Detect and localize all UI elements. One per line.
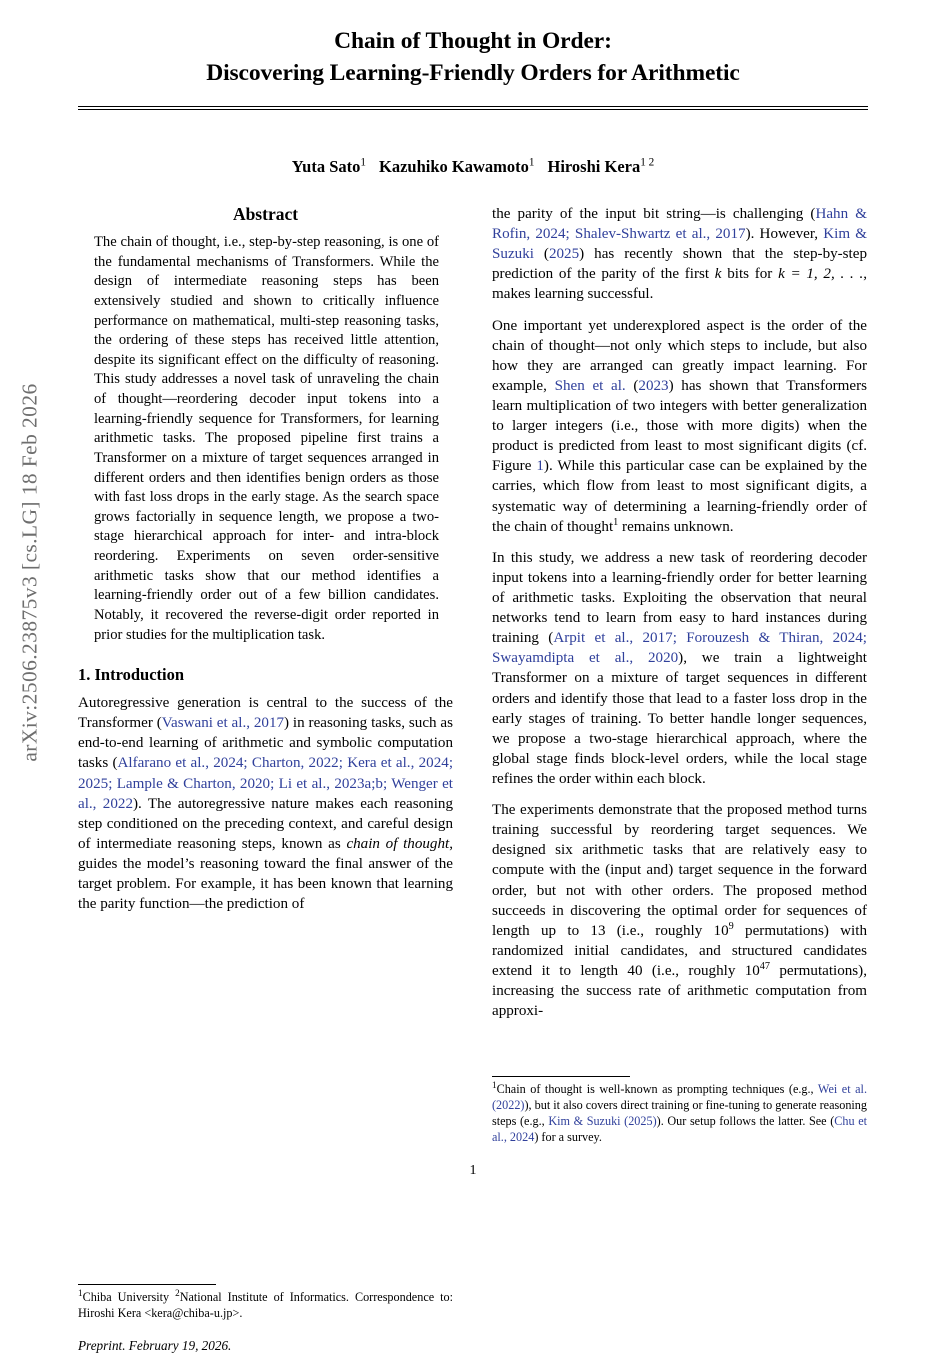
citation-lample-charton[interactable]: Lample & Charton, 2020 xyxy=(116,775,271,792)
intro-p1-part3: ). The autoregressive nature makes each reasoning step conditioned on the preceding context, and careful design of intermediate reasoning steps, known as xyxy=(78,795,453,852)
author-2-affiliation-marker: 1 xyxy=(528,156,535,169)
citation-wenger[interactable]: Wenger et al., 2022 xyxy=(78,775,453,812)
math-k: k xyxy=(714,266,722,283)
chain-of-thought-footnote xyxy=(492,1079,867,1145)
rc-p2-part5: remains unknown. xyxy=(618,518,734,535)
cite-sep-6: ; xyxy=(382,775,392,792)
title-line-2: Discovering Learning-Friendly Orders for Arithmetic xyxy=(206,59,740,86)
left-column xyxy=(78,204,454,1353)
citation-forouzesh-thiran[interactable]: Forouzesh & Thiran, 2024 xyxy=(686,630,863,647)
author-1-affiliation-marker: 1 xyxy=(360,156,366,169)
page-number: 1 xyxy=(469,1163,477,1178)
cite-sep-2: ; xyxy=(338,755,348,772)
author-list xyxy=(78,157,868,177)
rc-cite-sep-1: ; xyxy=(565,226,575,243)
rc-p1-part2: ). However, xyxy=(745,226,824,243)
rc-p2-part4: ). While this particular case can be explained by the carries, which flow from least to most significant digits, a systematic way of determining a learning-friendly order of the chain of thought xyxy=(492,458,867,535)
title-line-1: Chain of Thought in Order: xyxy=(334,28,612,54)
arxiv-stamp xyxy=(0,0,62,1200)
affiliation-footnote xyxy=(78,1287,453,1322)
cite-sep-4: ; xyxy=(108,775,117,792)
citation-wei[interactable]: Wei et al. (2022) xyxy=(492,1082,867,1112)
cite-sep-3: ; xyxy=(448,755,454,772)
citation-kera-2024[interactable]: Kera et al., 2024 xyxy=(347,755,449,772)
citation-kim-suzuki-fn[interactable]: Kim & Suzuki (2025) xyxy=(548,1113,657,1128)
cite-sep-1: ; xyxy=(243,755,252,772)
exponent-9: 9 xyxy=(728,920,734,932)
rc-p2-part2: ( xyxy=(625,377,639,394)
fn-part3: ). Our setup follows the latter. See ( xyxy=(656,1113,835,1128)
citation-kim-suzuki[interactable]: Kim & Suzuki xyxy=(492,226,867,263)
rc-p3-part2: ), we train a lightweight Transformer on a mixture of target sequences in different orders and identify those that lead to a faster loss drop in the early stages of training. To better handle longer sequences, we propose a two-stage hierarchical approach, where the global stage finds block-level orders, while the local stage refines the order within each block. xyxy=(492,650,867,787)
citation-shen[interactable]: Shen et al. xyxy=(554,377,626,394)
rc-p2-part1: One important yet underexplored aspect is the order of the chain of thought—not only which steps to include, but also how they are arranged can greatly impact learning. For example, xyxy=(492,317,867,394)
citation-kim-suzuki-year[interactable]: 2025 xyxy=(548,246,580,263)
author-2-name: Kazuhiko Kawamoto xyxy=(378,157,529,177)
citation-kera-2025[interactable]: 2025 xyxy=(78,775,109,792)
abstract-text: The chain of thought, i.e., step-by-step reasoning, is one of the fundamental mechanisms of Transformers. While the design of intermediate reasoning steps has been extensively studied and shown to critically influence performance on mathematical, multi-step reasoning tasks, the ordering of these steps has received little attention, despite its significant effect on the difficulty of reasoning. This study addresses a novel task of unraveling the chain of thought—reordering decoder input tokens into a learning-friendly sequence for Transformers, for learning arithmetic tasks. The proposed pipeline first trains a Transformer on a mixture of target sequences arranged in different orders and then identifies benign orders as those with fast loss drops in the early stage. As the search space grows factorially in sequence length, we propose a two-stage hierarchical approach for inter- and intra-block reordering. Experiments on seven order-sensitive arithmetic tasks show that our method identifies a learning-friendly order out of a few billion candidates. Notably, it recovered the reverse-digit order reported in prior studies for the multiplication task. xyxy=(94,234,439,643)
citation-shalev-shwartz[interactable]: Shalev-Shwartz et al., 2017 xyxy=(574,226,746,243)
cite-sep-5: ; xyxy=(270,775,279,792)
rc-p1-part1: the parity of the input bit string—is challenging ( xyxy=(492,206,816,222)
author-1-name: Yuta Sato xyxy=(291,157,361,177)
arxiv-stamp-text: arXiv:2506.23875v3 [cs.LG] 18 Feb 2026 xyxy=(17,383,42,762)
footnote-marker-1[interactable]: 1 xyxy=(613,516,619,528)
rc-p1-part6: , makes learning successful. xyxy=(492,266,868,303)
math-k-sequence: k = 1, 2, . . . xyxy=(778,266,864,283)
affil-text-2: National Institute of Informatics. Correspondence to: Hiroshi Kera <kera@chiba-u.jp>. xyxy=(78,1290,453,1320)
right-column xyxy=(492,204,867,1032)
citation-li[interactable]: Li et al., 2023a;b xyxy=(278,775,383,792)
rc-p1-part4: ) has recently shown that the step-by-step prediction of the parity of the first xyxy=(492,246,867,283)
right-footnote-block xyxy=(492,1068,867,1149)
right-paragraph-1 xyxy=(492,204,867,305)
citation-alfarano[interactable]: Alfarano et al., 2024 xyxy=(117,755,244,772)
section-heading-introduction: 1. Introduction xyxy=(78,665,185,685)
citation-shen-year[interactable]: 2023 xyxy=(638,377,669,394)
rc-p1-part3: ( xyxy=(533,246,549,263)
footnote-rule-right xyxy=(492,1076,630,1077)
right-paragraph-4 xyxy=(492,800,867,1021)
intro-p1-italic-chain-of-thought: chain of thought xyxy=(346,835,450,852)
citation-arpit[interactable]: Arpit et al., 2017 xyxy=(553,630,673,647)
preprint-line: Preprint. February 19, 2026. xyxy=(78,1337,232,1353)
citation-chu[interactable]: Chu et al., 2024 xyxy=(492,1113,867,1144)
paper-page xyxy=(78,0,868,1353)
citation-hahn-rofin[interactable]: Hahn & Rofin, 2024 xyxy=(492,206,867,243)
rc-p4-part3: permutations), increasing the success rate of arithmetic computation from approxi- xyxy=(492,962,867,1020)
fn-part4: ) for a survey. xyxy=(534,1129,602,1144)
abstract-box xyxy=(78,233,453,645)
citation-charton[interactable]: Charton, 2022 xyxy=(251,755,339,772)
rc-p2-part3: ) has shown that Transformers learn multiplication of two integers with better generalization to larger integers (i.e., those with more digits) when the product is predicted from least to most significant digits (cf. Figure xyxy=(492,377,867,475)
intro-p1-part2: ) in reasoning tasks, such as end-to-end learning of arithmetic and symbolic computation tasks ( xyxy=(78,715,454,772)
intro-p1-part4: , guides the model’s reasoning toward the final answer of the target problem. For example, it has been known that learning the parity function—the prediction of xyxy=(78,835,453,913)
abstract-heading: Abstract xyxy=(232,204,299,224)
citation-vaswani[interactable]: Vaswani et al., 2017 xyxy=(161,715,285,732)
rc-p3-part1: In this study, we address a new task of reordering decoder input tokens into a learning-friendly order for better learning of arithmetic tasks. Exploiting the observation that neural networks tend to learn from easy to hard instances during training ( xyxy=(492,549,867,647)
fn-part2: ), but it also covers direct training or fine-tuning to generate reasoning steps (e.g., xyxy=(492,1097,867,1128)
exponent-47: 47 xyxy=(759,960,771,972)
rc-cite-sep-3: ; xyxy=(862,630,867,647)
rc-p1-part5: bits for xyxy=(721,266,779,283)
footnote-rule-left xyxy=(78,1284,216,1285)
affil-marker-2: 2 xyxy=(175,1287,180,1298)
fn-part1: Chain of thought is well-known as prompting techniques (e.g., xyxy=(496,1082,818,1096)
affil-marker-1: 1 xyxy=(78,1287,83,1298)
title-rule xyxy=(78,106,868,110)
page-title xyxy=(78,26,868,90)
rc-p4-part2: permutations) with randomized initial candidates, and structured candidates extend it to length 40 (i.e., roughly 10 xyxy=(492,922,867,979)
rc-p4-part1: The experiments demonstrate that the proposed method turns training successful by reordering target sequences. We designed six arithmetic tasks that are relatively easy to compute with the (input and) target sequence in the forward order, but not with other orders. The proposed method succeeds in discovering the optimal order for sequences of length up to 13 (i.e., roughly 10 xyxy=(492,802,867,939)
author-3-affiliation-marker: 1 2 xyxy=(640,156,655,169)
title-block xyxy=(78,0,868,110)
citation-swayamdipta[interactable]: Swayamdipta et al., 2020 xyxy=(492,650,679,667)
author-3 xyxy=(547,157,654,176)
right-paragraph-2 xyxy=(492,316,867,537)
right-paragraph-3 xyxy=(492,548,867,789)
left-footnote-block xyxy=(78,1276,453,1367)
author-1 xyxy=(292,157,366,176)
figure-reference-1[interactable]: 1 xyxy=(536,458,544,475)
footnote-marker-right: 1 xyxy=(492,1079,497,1090)
author-3-name: Hiroshi Kera xyxy=(547,157,641,177)
intro-paragraph-1 xyxy=(78,693,453,914)
affil-text-1: Chiba University xyxy=(82,1290,176,1304)
author-2 xyxy=(379,157,535,176)
intro-p1-part1: Autoregressive generation is central to the success of the Transformer ( xyxy=(78,695,453,732)
rc-cite-sep-2: ; xyxy=(672,630,687,647)
